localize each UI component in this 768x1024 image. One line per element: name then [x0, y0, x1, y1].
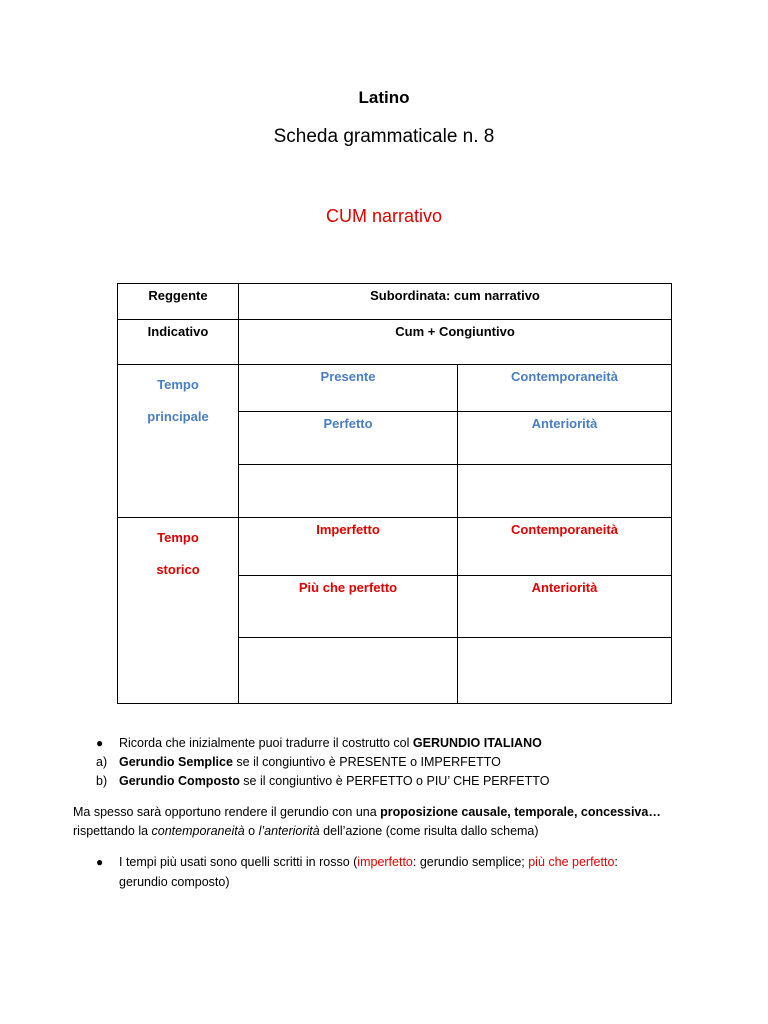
table-row: [118, 518, 672, 576]
note-item-a: [119, 755, 501, 769]
note-text: rispettando la: [73, 824, 152, 838]
tempo-storico-cell: [118, 518, 239, 704]
note-text: Ma spesso sarà opportuno rendere il gerundio con una: [73, 805, 381, 819]
item-b-marker: b): [96, 774, 108, 788]
relation-cell: Anteriorità: [458, 412, 672, 465]
subordinata-header: Subordinata: cum narrativo: [239, 284, 672, 320]
bullet-dot-icon: ●: [96, 855, 104, 869]
note-paragraph-line2: [73, 824, 539, 838]
table-header-row: [118, 284, 672, 320]
table-row: [118, 365, 672, 412]
note-paragraph-line1: [73, 805, 661, 819]
note-bullet-2-line2: gerundio composto): [119, 875, 230, 889]
note-text: se il congiuntivo è PRESENTE o IMPERFETTO: [232, 755, 501, 769]
relation-cell: Contemporaneità: [458, 518, 672, 576]
page-subtitle: Scheda grammaticale n. 8: [273, 126, 495, 147]
empty-cell: [458, 638, 672, 704]
bullet-dot-icon: ●: [96, 736, 104, 750]
tempo-storico-line1: Tempo: [157, 530, 199, 545]
note-text: I tempi più usati sono quelli scritti in rosso (: [119, 855, 358, 869]
note-bullet-1: [119, 736, 542, 750]
note-text: Ricorda che inizialmente puoi tradurre il costrutto col: [119, 736, 413, 750]
empty-cell: [458, 465, 672, 518]
note-text: :: [614, 855, 618, 869]
tempo-principale-line2: principale: [147, 409, 209, 424]
note-italic: l’anteriorità: [258, 824, 320, 838]
tempo-principale-line1: Tempo: [157, 377, 199, 392]
note-bold: proposizione causale, temporale, concessiva…: [380, 805, 661, 819]
reggente-header: Reggente: [118, 284, 239, 320]
note-bold: Gerundio Semplice: [119, 755, 233, 769]
note-item-b: [119, 774, 549, 788]
empty-cell: [239, 465, 458, 518]
tempo-storico-line2: storico: [156, 562, 200, 577]
relation-cell: Anteriorità: [458, 576, 672, 638]
note-italic: contemporaneità: [151, 824, 245, 838]
tense-cell: Presente: [239, 365, 458, 412]
relation-cell: Contemporaneità: [458, 365, 672, 412]
empty-cell: [239, 638, 458, 704]
cum-congiuntivo-cell: Cum + Congiuntivo: [239, 320, 672, 365]
page-title: Latino: [358, 88, 410, 107]
section-title: CUM narrativo: [325, 206, 443, 226]
note-bold: Gerundio Composto: [119, 774, 240, 788]
grammar-table: [117, 283, 672, 704]
tense-cell: Imperfetto: [239, 518, 458, 576]
tense-cell: Più che perfetto: [239, 576, 458, 638]
note-bullet-2: [119, 855, 618, 869]
note-text: : gerundio semplice;: [412, 855, 529, 869]
tempo-principale-cell: [118, 365, 239, 518]
note-text: o: [244, 824, 259, 838]
tense-cell: Perfetto: [239, 412, 458, 465]
note-bold: GERUNDIO ITALIANO: [412, 736, 542, 750]
indicativo-cell: Indicativo: [118, 320, 239, 365]
note-text: dell’azione (come risulta dallo schema): [319, 824, 539, 838]
note-red: più che perfetto: [528, 855, 615, 869]
note-text: se il congiuntivo è PERFETTO o PIU’ CHE PERFETTO: [239, 774, 550, 788]
table-row: [118, 320, 672, 365]
item-a-marker: a): [96, 755, 108, 769]
note-red: imperfetto: [357, 855, 413, 869]
